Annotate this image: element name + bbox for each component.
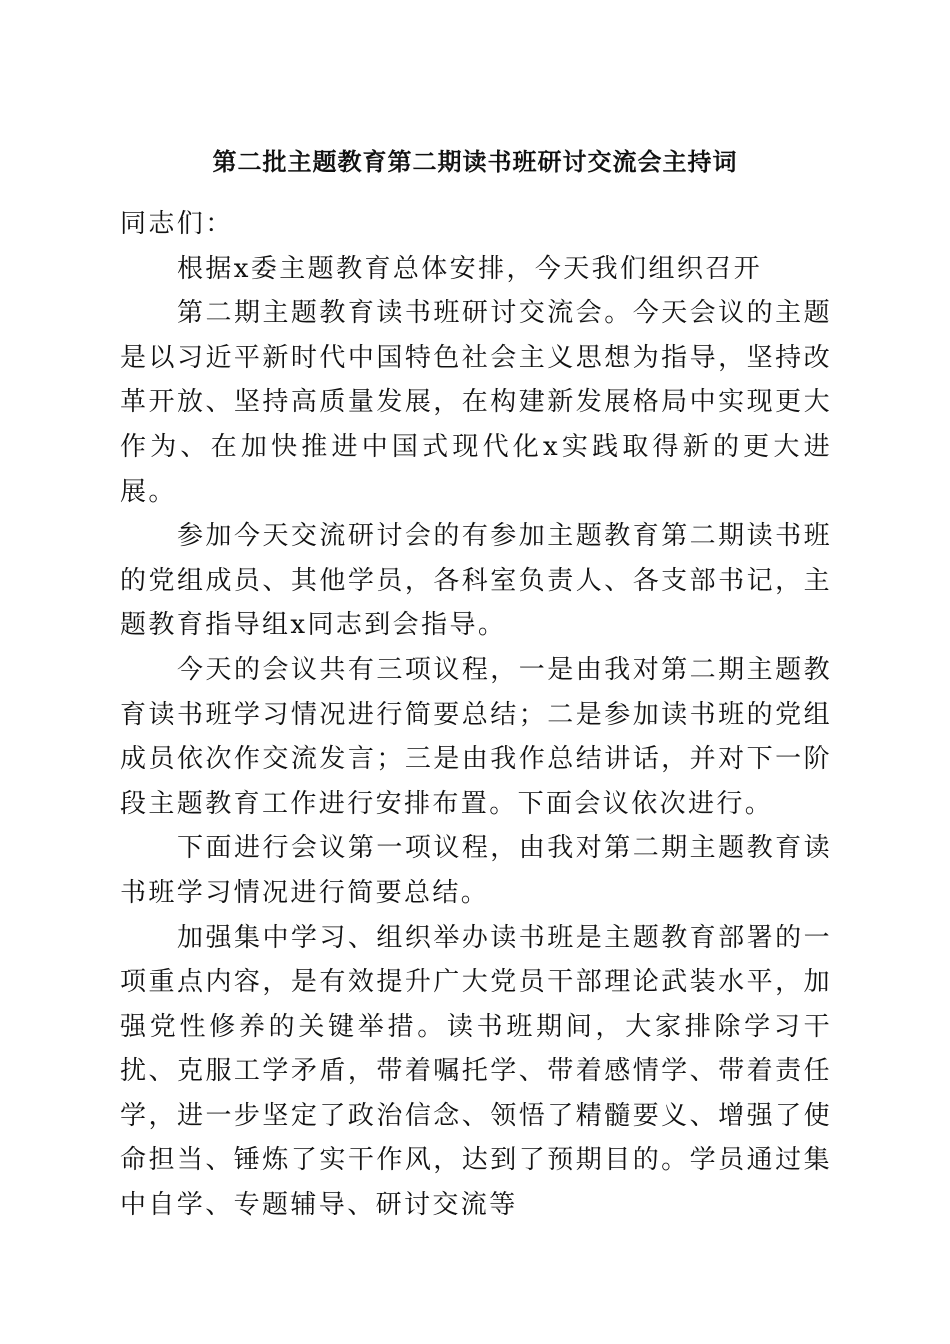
paragraph-2: 第二期主题教育读书班研讨交流会。今天会议的主题是以习近平新时代中国特色社会主义思想为指导，坚持改革开放、坚持高质量发展，在构建新发展格局中实现更大作为、在加快推进中国式现代化x实践取得新的更大进展。: [120, 298, 832, 507]
paragraph-5: 下面进行会议第一项议程，由我对第二期主题教育读书班学习情况进行简要总结。: [120, 833, 832, 908]
paragraph-6: 加强集中学习、组织举办读书班是主题教育部署的一项重点内容，是有效提升广大党员干部理论武装水平，加强党性修养的关键举措。读书班期间，大家排除学习干扰、克服工学矛盾，带着嘱托学、带着感情学、带着责任学，进一步坚定了政治信念、领悟了精髓要义、增强了使命担当、锤炼了实干作风，达到了预期目的。学员通过集中自学、专题辅导、研讨交流等: [120, 922, 832, 1221]
document-body: [120, 202, 832, 1228]
greeting: 同志们：: [120, 209, 234, 239]
paragraph-1: 根据x委主题教育总体安排，今天我们组织召开: [177, 253, 763, 284]
document-title: 第二批主题教育第二期读书班研讨交流会主持词: [212, 147, 738, 176]
paragraph-4: 今天的会议共有三项议程，一是由我对第二期主题教育读书班学习情况进行简要总结；二是参加读书班的党组成员依次作交流发言；三是由我作总结讲话，并对下一阶段主题教育工作进行安排布置。下面会议依次进行。: [120, 654, 832, 819]
paragraph-3: 参加今天交流研讨会的有参加主题教育第二期读书班的党组成员、其他学员，各科室负责人、各支部书记，主题教育指导组x同志到会指导。: [120, 521, 832, 641]
